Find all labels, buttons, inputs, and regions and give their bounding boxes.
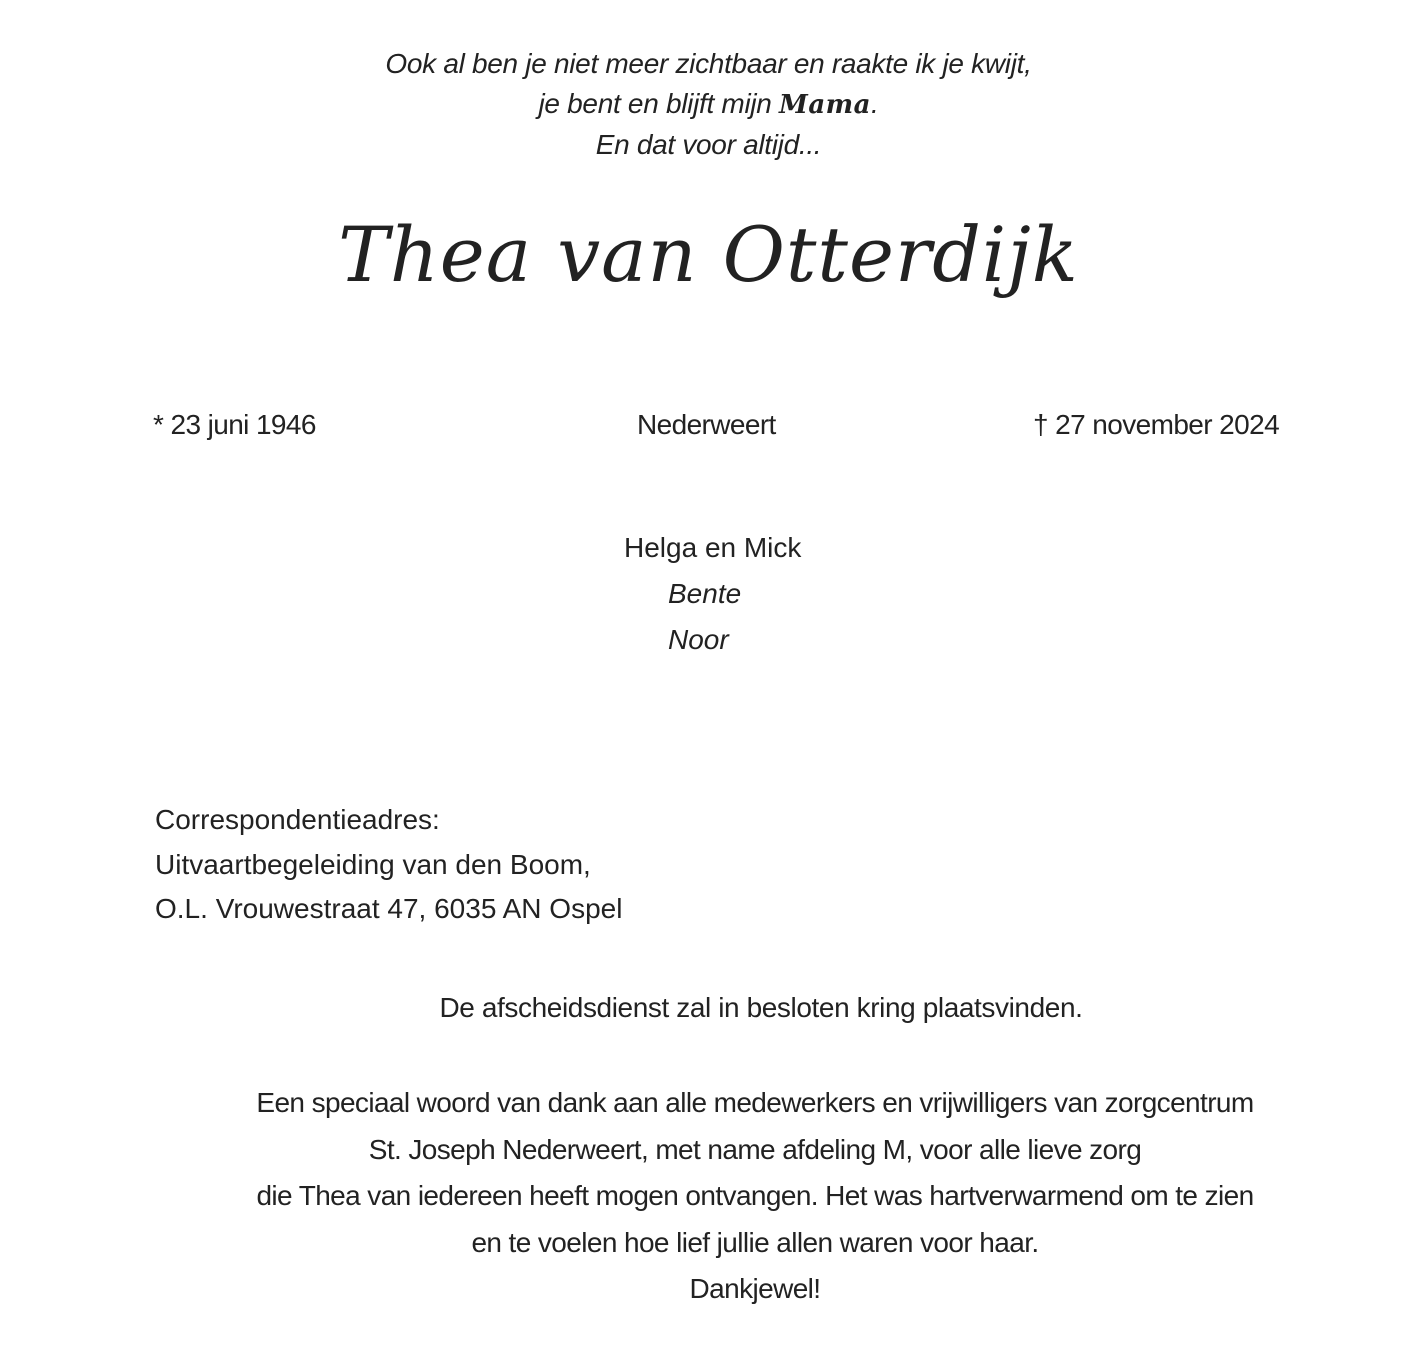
correspondence-address [155, 798, 622, 932]
family-parents: Helga en Mick [624, 532, 802, 563]
poem-line-3: En dat voor altijd... [595, 129, 822, 160]
birth-date: * 23 juni 1946 [153, 409, 316, 440]
correspondence-label: Correspondentieadres: [155, 804, 440, 835]
family-grandchild: Noor [668, 624, 729, 655]
correspondence-line-1: Uitvaartbegeleiding van den Boom, [155, 848, 591, 880]
thanks-line: die Thea van iedereen heeft mogen ontvangen. Het was hartverwarmend om te zien [256, 1180, 1254, 1211]
family-grandchild: Bente [668, 578, 742, 609]
thanks-closing: Dankjewel! [689, 1273, 821, 1304]
family-list [624, 525, 801, 663]
poem-line-1: Ook al ben je niet meer zichtbaar en raakte ik je kwijt, [385, 48, 1032, 79]
thanks-line: Een speciaal woord van dank aan alle medewerkers en vrijwilligers van zorgcentrum [256, 1087, 1254, 1118]
poem-line-2 [0, 84, 1417, 125]
place-name: Nederweert [637, 409, 776, 440]
correspondence-line-2: O.L. Vrouwestraat 47, 6035 AN Ospel [155, 893, 623, 924]
poem-mama-emphasis: Mama [779, 90, 872, 120]
death-date: † 27 november 2024 [1033, 409, 1280, 440]
thanks-line: en te voelen hoe lief jullie allen waren voor haar. [471, 1226, 1039, 1258]
deceased-name: Thea van Otterdijk [338, 210, 1079, 299]
service-notice: De afscheidsdienst zal in besloten kring plaatsvinden. [439, 992, 1083, 1023]
poem-line-2-suffix: . [871, 88, 879, 119]
thanks-message [0, 1080, 1417, 1313]
thanks-line: St. Joseph Nederweert, met name afdeling M, voor alle lieve zorg [368, 1133, 1142, 1165]
poem-line-2-prefix: je bent en blijft mijn [538, 88, 780, 119]
poem [0, 44, 1417, 165]
